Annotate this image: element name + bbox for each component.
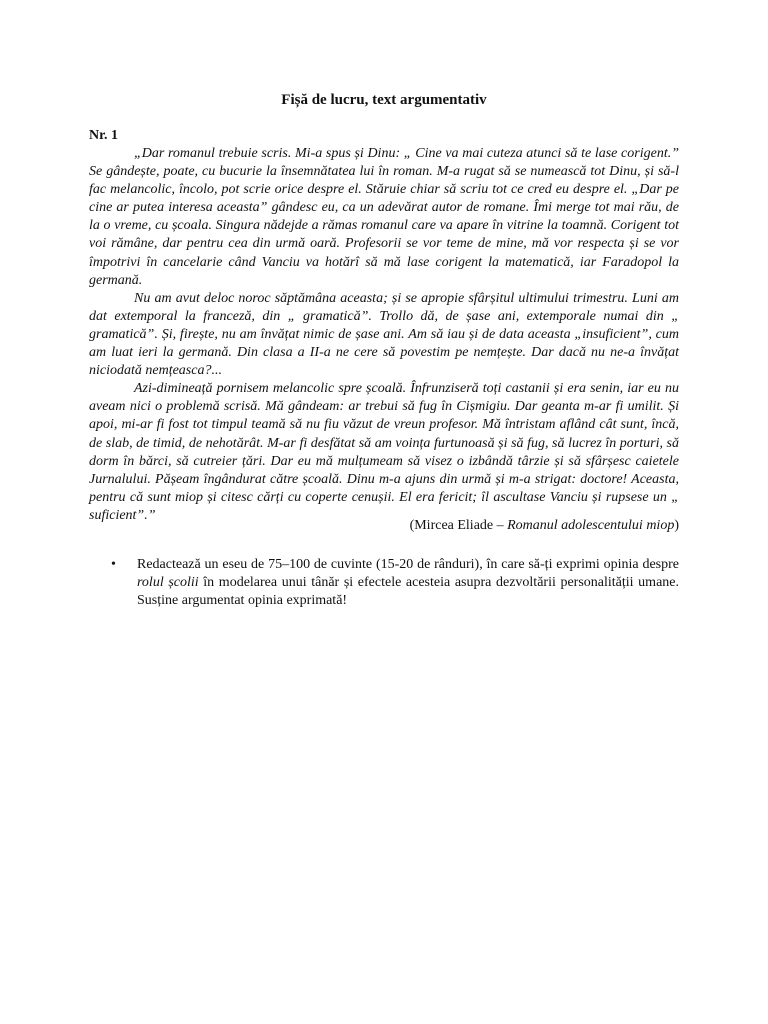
- source-book-title: Romanul adolescentului miop: [507, 518, 675, 533]
- excerpt-paragraph-3: Azi-dimineață pornisem melancolic spre școală. Înfrunziseră toți castanii și era senin, iar eu nu aveam nici o problemă scrisă. Mă gândeam: ar trebui să fug în Cișmigiu. Dar geanta m-ar fi umilit. Și apoi, mi-ar fi fost tot timpul teamă să nu fiu văzut de vreun profesor. Mă întristam aflând cât sunt, încă, de slab, de timid, de nehotărât. M-ar fi desfătat să am voința furtunoasă și să fug, să lucrez în porturi, să dorm în bărci, să cutreier țări. Dar eu mă mulțumeam să visez o izbândă târzie și să sfârșesc caietele Jurnalului. Pășeam îngândurat către școală. Dinu m-a ajuns din urmă și m-a strigat: doctore! Aceasta, pentru că sunt miop și citesc cărți cu coperte cenușii. El era fericit; îl ascultase Vanciu și rupsese un „ suficient”.”: [89, 381, 679, 523]
- bullet-icon: •: [111, 557, 116, 572]
- page-title: Fișă de lucru, text argumentativ: [281, 92, 487, 108]
- excerpt-text: [89, 145, 679, 525]
- task-text-before: Redactează un eseu de 75–100 de cuvinte (15-20 de rânduri), în care să-ți exprimi opinia despre: [137, 557, 679, 572]
- task-text-emphasis: rolul școlii: [137, 575, 199, 590]
- excerpt-paragraph-1: „Dar romanul trebuie scris. Mi-a spus și Dinu: „ Cine va mai cuteza atunci să te lase corigent.” Se gândește, poate, cu bucurie la însemnătatea lui în roman. M-a rugat să se numească tot Dinu, și să-l fac melancolic, încolo, pot scrie orice despre el. Stăruie chiar să scriu tot ce cred eu despre el. „Dar pe cine ar putea interesa aceasta” gândesc eu, ca un adevărat autor de romane. Îmi merge tot mai rău, de la o vreme, cu școala. Singura nădejde a rămas romanul care va apare în vitrine la toamnă. Corigent tot voi rămâne, dar pentru cea din urmă oară. Profesorii se vor teme de mine, mă vor respecta și se vor împotrivi în cancelarie când Vanciu va hotărî să mă lase corigent la matematică, iar Faradopol la germană.: [89, 146, 679, 288]
- source-author: (Mircea Eliade –: [409, 518, 508, 533]
- exercise-number: Nr. 1: [89, 128, 119, 143]
- excerpt-source: [89, 517, 679, 535]
- task-text: [137, 556, 679, 610]
- source-closing: ): [674, 518, 679, 533]
- task-item: [109, 556, 679, 610]
- excerpt-paragraph-2: Nu am avut deloc noroc săptămâna aceasta; și se apropie sfârșitul ultimului trimestru. Luni am dat extemporal la franceză, din „ gramatică”. Trollo dă, de șase ani, extemporale numai din „ gramatică”. Și, firește, nu am învățat nimic de șase ani. Am să iau și de data aceasta „insuficient”, cum am luat ieri la germană. Din clasa a II-a ne cere să povestim pe nemțește. Dar dacă nu ne-a învățat niciodată nemțeasca?...: [89, 290, 679, 379]
- task-text-after: în modelarea unui tânăr și efectele acesteia asupra dezvoltării personalității umane. Susține argumentat opinia exprimată!: [137, 575, 679, 608]
